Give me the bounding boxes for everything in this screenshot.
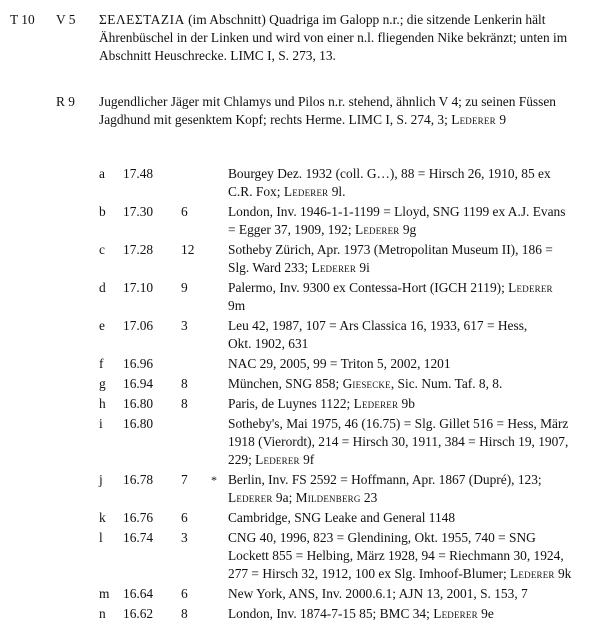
reference-text: CNG 40, 1996, 823 = Glendining, Okt. 1955, 740 = SNG <box>228 530 536 545</box>
specimen-die-axis: 6 <box>181 204 188 219</box>
reference-text: 9k <box>554 566 572 581</box>
reference-text: 9f <box>299 452 315 467</box>
specimen-description <box>228 529 588 583</box>
specimen-letter: l <box>99 530 103 545</box>
specimen-weight: 16.78 <box>123 472 154 487</box>
specimen-description <box>228 605 588 623</box>
specimen-weight: 16.64 <box>123 586 154 601</box>
specimen-letter: e <box>99 318 105 333</box>
reference-text: Bourgey Dez. 1932 (coll. G…), 88 = Hirsch 26, 1910, 85 ex <box>228 166 551 181</box>
specimen-weight: 16.62 <box>123 606 154 621</box>
reference-text: New York, ANS, Inv. 2000.6.1; AJN 13, 2001, S. 153, 7 <box>228 586 528 601</box>
specimen-description-line <box>228 375 588 393</box>
reference-text: , Sic. Num. Taf. 8, 8. <box>390 376 503 391</box>
reference-text: London, Inv. 1946-1-1-1199 = Lloyd, SNG 1199 ex A.J. Evans <box>228 204 566 219</box>
reference-text: Slg. Ward 233; <box>228 260 312 275</box>
specimen-description <box>228 241 588 277</box>
reference-text: Berlin, Inv. FS 2592 = Hoffmann, Apr. 1867 (Dupré), 123; <box>228 472 542 487</box>
specimen-description-line <box>228 279 588 297</box>
specimen-weight: 16.76 <box>123 510 154 525</box>
author-reference: Lederer <box>353 396 399 411</box>
specimen-letter: k <box>99 510 106 525</box>
specimen-description <box>228 395 588 413</box>
specimen-die-axis: 12 <box>181 242 195 257</box>
reference-text: 23 <box>360 490 378 505</box>
obverse-text: (im Abschnitt) Quadriga im Galopp n.r.; die sitzende Lenkerin hält Ährenbüschel in der Linken und wird von einer n.l. fliegenden Nike bekränzt; unten im Abschnitt Heuschrecke. LIMC I, S. 273, 13. <box>99 12 568 63</box>
reference-text: Okt. 1902, 631 <box>228 336 309 351</box>
specimen-description <box>228 585 588 603</box>
specimen-description-line <box>228 489 588 507</box>
specimen-description-line <box>228 451 588 469</box>
reverse-text: Jugendlicher Jäger mit Chlamys und Pilos n.r. stehend, ähnlich V 4; zu seinen Füssen Jagdhund mit gesenktem Kopf; rechts Herme. LIMC I, S. 274, 3; <box>99 94 556 127</box>
reference-text: Leu 42, 1987, 107 = Ars Classica 16, 1933, 617 = Hess, <box>228 318 528 333</box>
reference-text: Sotheby's, Mai 1975, 46 (16.75) = Slg. Gillet 516 = Hess, März <box>228 416 569 431</box>
specimen-letter: n <box>99 606 106 621</box>
specimen-letter: m <box>99 586 110 601</box>
specimen-description-line <box>228 335 588 353</box>
specimen-letter: g <box>99 376 106 391</box>
author-reference: Lederer <box>283 184 329 199</box>
specimen-description-line <box>228 165 588 183</box>
specimen-description-line <box>228 415 588 433</box>
reference-text: Lockett 855 = Helbing, März 1928, 94 = Riechmann 30, 1924, <box>228 548 564 563</box>
specimen-description-line <box>228 355 588 373</box>
specimen-description-line <box>228 241 588 259</box>
reference-text: 277 = Hirsch 32, 1912, 100 ex Slg. Imhoof-Blumer; <box>228 566 511 581</box>
reference-text: 9b <box>398 396 415 411</box>
reference-text: 9a; <box>272 490 296 505</box>
specimen-description-line <box>228 221 588 239</box>
specimen-weight: 16.94 <box>123 376 154 391</box>
specimen-description-line <box>228 547 588 565</box>
specimen-letter: d <box>99 280 106 295</box>
specimen-weight: 16.80 <box>123 416 154 431</box>
specimen-die-axis: 3 <box>181 530 188 545</box>
author-reference: Mildenberg <box>295 490 361 505</box>
specimen-letter: i <box>99 416 103 431</box>
reference-text: = Egger 37, 1909, 192; <box>228 222 355 237</box>
specimen-die-axis: 9 <box>181 280 188 295</box>
reference-text: Sotheby Zürich, Apr. 1973 (Metropolitan Museum II), 186 = <box>228 242 553 257</box>
specimen-description-line <box>228 183 588 201</box>
author-reference: Lederer <box>354 222 400 237</box>
author-reference: Giesecke <box>342 376 391 391</box>
specimen-die-axis: 8 <box>181 396 188 411</box>
specimen-die-axis: 8 <box>181 376 188 391</box>
reference-text: London, Inv. 1874-7-15 85; BMC 34; <box>228 606 434 621</box>
specimen-weight: 17.28 <box>123 242 154 257</box>
reverse-die-code: R 9 <box>56 94 75 109</box>
specimen-description-line <box>228 433 588 451</box>
specimen-weight: 16.96 <box>123 356 154 371</box>
specimen-description-line <box>228 529 588 547</box>
specimen-description-line <box>228 605 588 623</box>
reference-text: NAC 29, 2005, 99 = Triton 5, 2002, 1201 <box>228 356 451 371</box>
specimen-description <box>228 317 588 353</box>
specimen-description <box>228 279 588 315</box>
reference-text: 9l. <box>328 184 346 199</box>
specimen-description-line <box>228 259 588 277</box>
reference-text: Cambridge, SNG Leake and General 1148 <box>228 510 456 525</box>
author-reference: Lederer <box>508 280 553 295</box>
reference-text: 9i <box>356 260 370 275</box>
author-reference: Lederer <box>255 452 300 467</box>
specimen-letter: h <box>99 396 106 411</box>
specimen-letter: j <box>99 472 103 487</box>
specimen-letter: a <box>99 166 105 181</box>
specimen-weight: 17.10 <box>123 280 154 295</box>
reference-text: 9g <box>399 222 417 237</box>
specimen-description <box>228 471 588 507</box>
specimen-letter: b <box>99 204 106 219</box>
reference-text: Paris, de Luynes 1122; <box>228 396 354 411</box>
specimen-letter: f <box>99 356 104 371</box>
specimen-weight: 17.06 <box>123 318 154 333</box>
reference-text: 229; <box>228 452 256 467</box>
specimen-letter: c <box>99 242 105 257</box>
specimen-star-marker: * <box>211 473 217 487</box>
specimen-weight: 16.74 <box>123 530 154 545</box>
reference-text: 9e <box>477 606 494 621</box>
reference-text: 1918 (Vierordt), 214 = Hirsch 30, 1911, 384 = Hirsch 19, 1907, <box>228 434 569 449</box>
author-reference: Lederer <box>433 606 478 621</box>
obverse-description <box>99 11 579 65</box>
specimen-die-axis: 3 <box>181 318 188 333</box>
specimen-description-line <box>228 471 588 489</box>
reference-text: C.R. Fox; <box>228 184 284 199</box>
author-reference: Lederer <box>510 566 555 581</box>
reverse-description <box>99 93 579 129</box>
specimen-description-line <box>228 565 588 583</box>
specimen-description <box>228 355 588 373</box>
obverse-die-code: V 5 <box>56 12 76 27</box>
specimen-description-line <box>228 297 588 315</box>
specimen-description <box>228 203 588 239</box>
specimen-weight: 16.80 <box>123 396 154 411</box>
reference-text: Palermo, Inv. 9300 ex Contessa-Hort (IGCH 2119); <box>228 280 509 295</box>
author-reference: Lederer <box>311 260 357 275</box>
reference-text: München, SNG 858; <box>228 376 343 391</box>
specimen-die-axis: 6 <box>181 586 188 601</box>
specimen-weight: 17.30 <box>123 204 154 219</box>
specimen-die-axis: 7 <box>181 472 188 487</box>
specimen-die-axis: 6 <box>181 510 188 525</box>
author-reference: Lederer <box>228 490 273 505</box>
obverse-type-code: T 10 <box>10 12 35 27</box>
reverse-reference: Lederer 9 <box>451 112 507 127</box>
greek-legend: ΣΕΛΕΣΤΑΖΙΑ <box>99 12 185 27</box>
specimen-weight: 17.48 <box>123 166 154 181</box>
specimen-description-line <box>228 585 588 603</box>
specimen-description-line <box>228 395 588 413</box>
specimen-description-line <box>228 317 588 335</box>
specimen-description <box>228 509 588 527</box>
specimen-description <box>228 415 588 469</box>
specimen-description-line <box>228 509 588 527</box>
specimen-description <box>228 375 588 393</box>
reference-text: 9m <box>228 298 246 313</box>
specimen-description <box>228 165 588 201</box>
specimen-die-axis: 8 <box>181 606 188 621</box>
specimen-description-line <box>228 203 588 221</box>
